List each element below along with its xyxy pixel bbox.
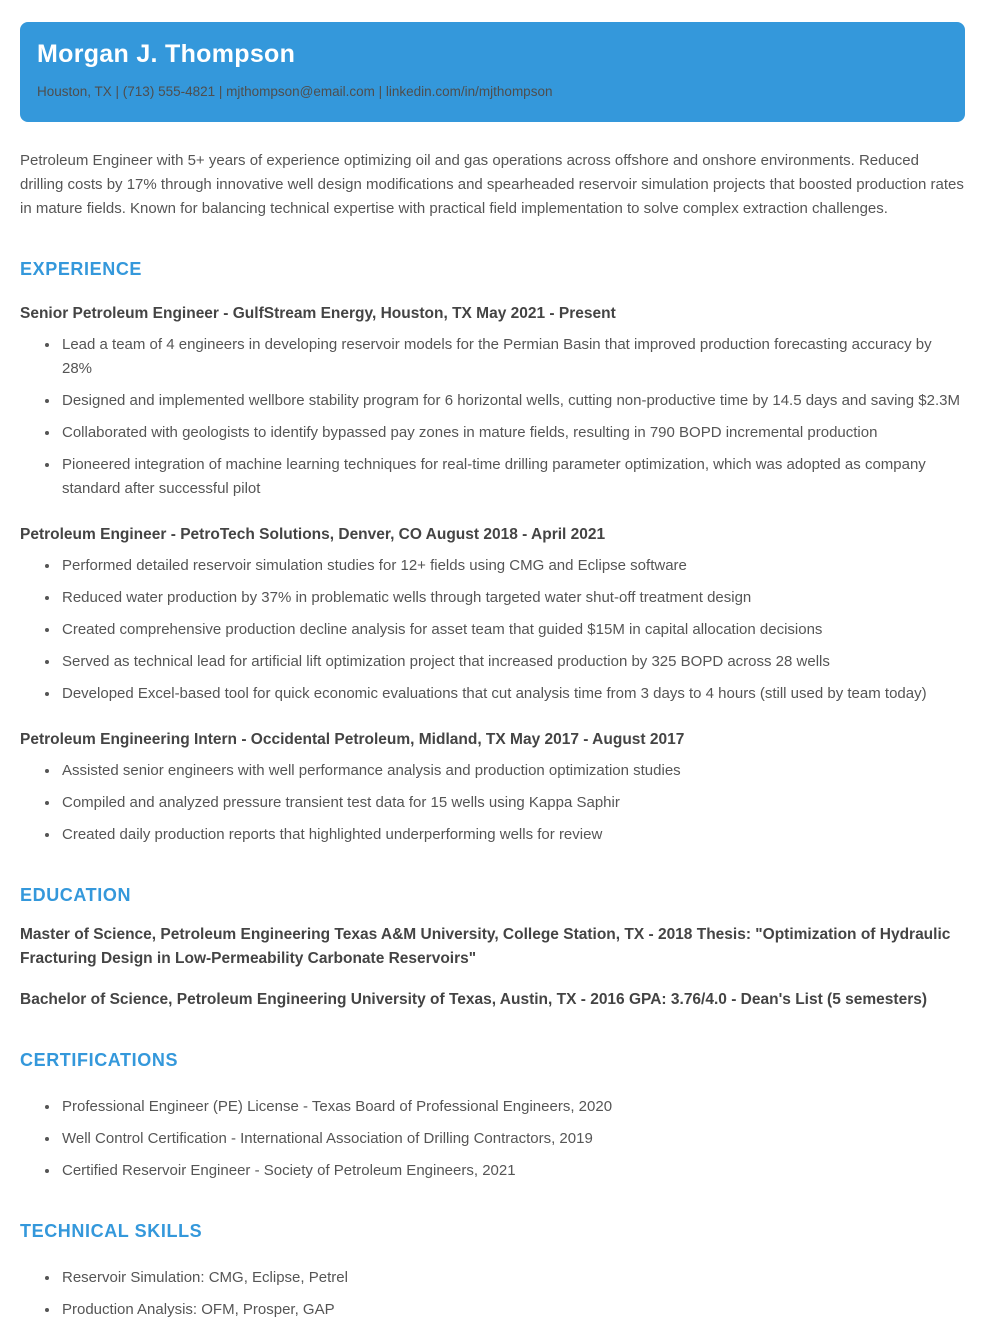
job-title: Petroleum Engineering Intern - Occidental Petroleum, Midland, TX May 2017 - August 2017 [20, 731, 685, 748]
summary-text: Petroleum Engineer with 5+ years of experience optimizing oil and gas operations across offshore and onshore environments. Reduced drilling costs by 17% through innovative well design modifications and spearheaded reservoir simulation projects that boosted production rates in mature fields. Known for balancing technical expertise with practical field implementation to solve complex extraction challenges. [20, 152, 964, 217]
skill-item: • Production Analysis: OFM, Prosper, GAP [60, 1298, 965, 1322]
section-heading-technical-skills: TECHNICAL SKILLS [20, 1221, 203, 1241]
certifications-list [20, 1095, 965, 1183]
bullet-list [20, 333, 965, 501]
bullet-item: • Performed detailed reservoir simulation studies for 12+ fields using CMG and Eclipse software [60, 554, 965, 578]
education-entry: Master of Science, Petroleum Engineering Texas A&M University, College Station, TX - 2018 Thesis: "Optimization of Hydraulic Fracturing Design in Low-Permeability Carbonate Reservoirs" [20, 926, 951, 967]
bullet-item: • Created daily production reports that highlighted underperforming wells for review [60, 823, 965, 847]
section-heading-education: EDUCATION [20, 885, 132, 905]
certification-item: • Professional Engineer (PE) License - Texas Board of Professional Engineers, 2020 [60, 1095, 965, 1119]
certification-item: • Well Control Certification - International Association of Drilling Contractors, 2019 [60, 1127, 965, 1151]
education-entry: Bachelor of Science, Petroleum Engineering University of Texas, Austin, TX - 2016 GPA: 3.76/4.0 - Dean's List (5 semesters) [20, 991, 928, 1008]
job-title: Senior Petroleum Engineer - GulfStream Energy, Houston, TX May 2021 - Present [20, 305, 616, 322]
bullet-item: • Compiled and analyzed pressure transient test data for 15 wells using Kappa Saphir [60, 791, 965, 815]
bullet-item: • Collaborated with geologists to identify bypassed pay zones in mature fields, resulting in 790 BOPD incremental production [60, 421, 965, 445]
bullet-item: • Served as technical lead for artificial lift optimization project that increased production by 325 BOPD across 28 wells [60, 650, 965, 674]
bullet-list [20, 554, 965, 706]
job-title: Petroleum Engineer - PetroTech Solutions, Denver, CO August 2018 - April 2021 [20, 526, 606, 543]
bullet-list [20, 759, 965, 847]
bullet-item: • Designed and implemented wellbore stability program for 6 horizontal wells, cutting non-productive time by 14.5 days and saving $2.3M [60, 389, 965, 413]
job-entry [20, 526, 965, 706]
header-card [20, 22, 965, 122]
section-heading-experience: EXPERIENCE [20, 259, 143, 279]
skill-item: • Reservoir Simulation: CMG, Eclipse, Petrel [60, 1266, 965, 1290]
contact-line: Houston, TX | (713) 555-4821 | mjthompson@email.com | linkedin.com/in/mjthompson [37, 84, 553, 99]
bullet-item: • Developed Excel-based tool for quick economic evaluations that cut analysis time from 3 days to 4 hours (still used by team today) [60, 682, 965, 706]
section-heading-certifications: CERTIFICATIONS [20, 1050, 179, 1070]
certification-item: • Certified Reservoir Engineer - Society of Petroleum Engineers, 2021 [60, 1159, 965, 1183]
bullet-item: • Lead a team of 4 engineers in developing reservoir models for the Permian Basin that improved production forecasting accuracy by 28% [60, 333, 965, 381]
person-name: Morgan J. Thompson [37, 40, 296, 68]
skills-list [20, 1266, 965, 1322]
bullet-item: • Pioneered integration of machine learning techniques for real-time drilling parameter optimization, which was adopted as company standard after successful pilot [60, 453, 965, 501]
bullet-item: • Reduced water production by 37% in problematic wells through targeted water shut-off treatment design [60, 586, 965, 610]
bullet-item: • Assisted senior engineers with well performance analysis and production optimization studies [60, 759, 965, 783]
job-entry [20, 731, 965, 847]
job-entry [20, 305, 965, 501]
bullet-item: • Created comprehensive production decline analysis for asset team that guided $15M in capital allocation decisions [60, 618, 965, 642]
